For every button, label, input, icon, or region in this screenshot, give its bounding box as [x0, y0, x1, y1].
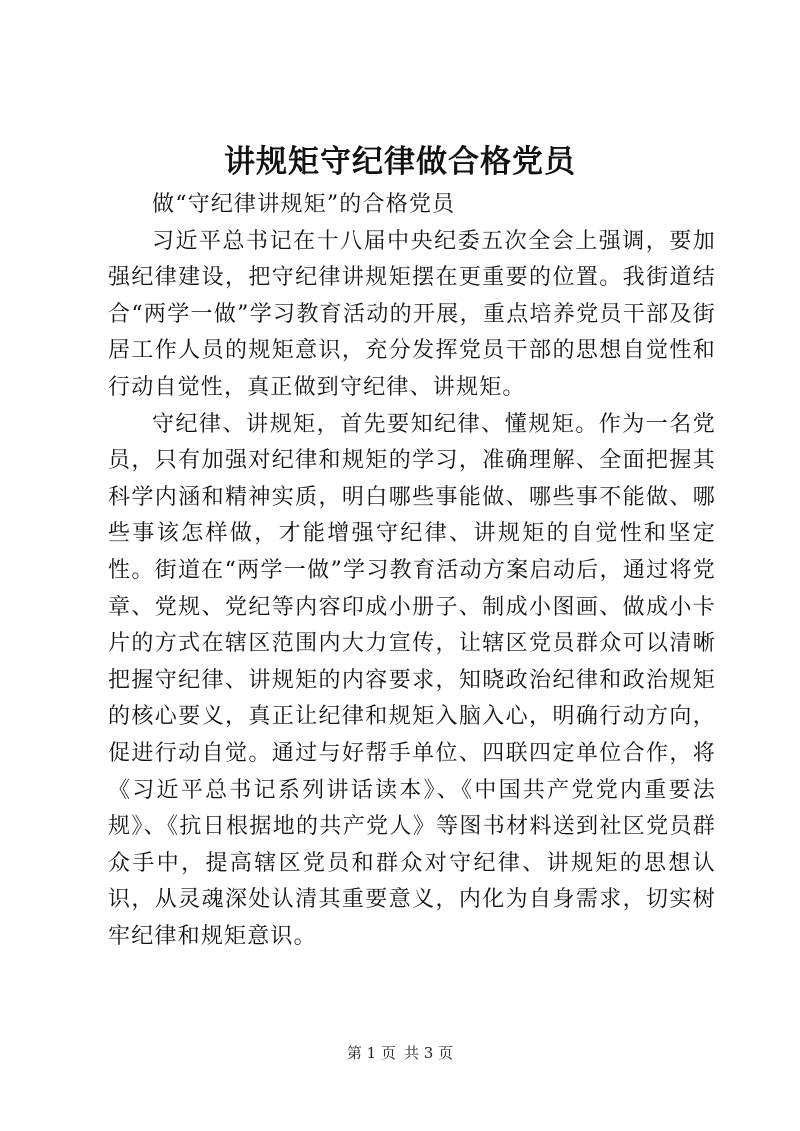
page-footer: [0, 1043, 800, 1063]
page-total: 共 3 页: [404, 1044, 454, 1062]
page-number: 第 1 页: [346, 1044, 396, 1062]
document-title: 讲规矩守纪律做合格党员: [224, 144, 576, 180]
document-body: [108, 187, 716, 955]
subtitle-paragraph: 做“守纪律讲规矩”的合格党员: [152, 192, 456, 217]
body-paragraph: 守纪律、讲规矩，首先要知纪律、懂规矩。作为一名党员，只有加强对纪律和规矩的学习，准确理解、全面把握其科学内涵和精神实质，明白哪些事能做、哪些事不能做、哪些事该怎样做，才能增强守纪律、讲规矩的自觉性和坚定性。街道在“两学一做”学习教育活动方案启动后，通过将党章、党规、党纪等内容印成小册子、制成小图画、做成小卡片的方式在辖区范围内大力宣传，让辖区党员群众可以清晰把握守纪律、讲规矩的内容要求，知晓政治纪律和政治规矩的核心要义，真正让纪律和规矩入脑入心，明确行动方向，促进行动自觉。通过与好帮手单位、四联四定单位合作，将《习近平总书记系列讲话读本》、《中国共产党党内重要法规》、《抗日根据地的共产党人》等图书材料送到社区党员群众手中，提高辖区党员和群众对守纪律、讲规矩的思想认识，从灵魂深处认清其重要意义，内化为自身需求，切实树牢纪律和规矩意识。: [108, 411, 716, 949]
body-paragraph: 习近平总书记在十八届中央纪委五次全会上强调，要加强纪律建设，把守纪律讲规矩摆在更重要的位置。我街道结合“两学一做”学习教育活动的开展，重点培养党员干部及街居工作人员的规矩意识，充分发挥党员干部的思想自觉性和行动自觉性，真正做到守纪律、讲规矩。: [108, 228, 716, 400]
